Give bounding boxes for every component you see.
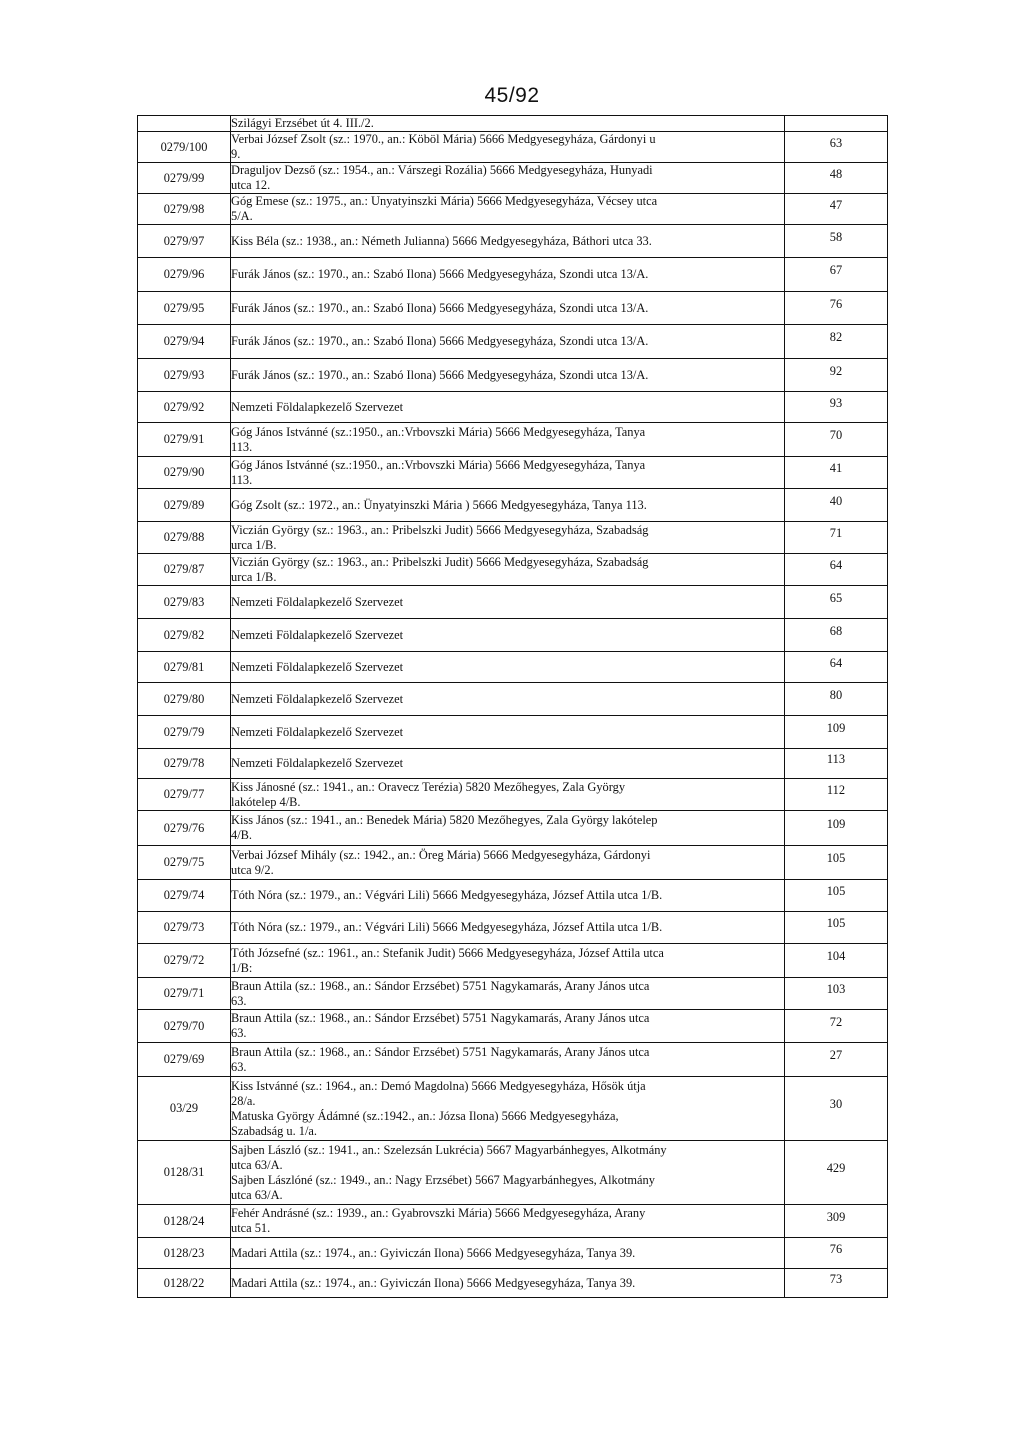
area-cell: 92	[785, 355, 888, 388]
area-cell: 112	[785, 775, 888, 807]
table-row	[138, 1077, 888, 1141]
owner-cell	[231, 292, 785, 325]
parcel-number-cell: 0279/80	[138, 683, 231, 716]
table-row	[138, 225, 888, 258]
owner-cell	[231, 392, 785, 423]
owner-cell	[231, 944, 785, 978]
area-cell: 82	[785, 321, 888, 355]
area-cell: 76	[785, 1234, 888, 1265]
owner-cell	[231, 116, 785, 132]
parcel-number-cell: 0279/75	[138, 846, 231, 880]
owner-line: Draguljov Dezső (sz.: 1954., an.: Várszegi Rozália) 5666 Medgyesegyháza, Hunyadi	[231, 163, 653, 177]
owner-line: Braun Attila (sz.: 1968., an.: Sándor Erzsébet) 5751 Nagykamarás, Arany János utca	[231, 1044, 650, 1059]
owner-line: Szabadság u. 1/a.	[231, 1123, 318, 1138]
area-cell: 105	[785, 908, 888, 940]
owner-line: 28/a.	[231, 1093, 256, 1108]
owner-line: 9.	[231, 147, 241, 161]
area-cell: 72	[785, 1006, 888, 1039]
owner-cell	[231, 716, 785, 749]
parcel-number-cell: 0128/24	[138, 1205, 231, 1238]
parcel-number-cell: 0279/87	[138, 554, 231, 586]
owner-line: Tóth Nóra (sz.: 1979., an.: Végvári Lili) 5666 Medgyesegyháza, József Attila utca 1/B.	[231, 920, 663, 934]
table-row	[138, 1010, 888, 1043]
table-row	[138, 457, 888, 489]
area-cell: 105	[785, 842, 888, 876]
owner-line: Tóth Nóra (sz.: 1979., an.: Végvári Lili) 5666 Medgyesegyháza, József Attila utca 1/B.	[231, 888, 663, 902]
parcel-number-cell: 0279/88	[138, 522, 231, 554]
owner-line: Madari Attila (sz.: 1974., an.: Gyiviczán Ilona) 5666 Medgyesegyháza, Tanya 39.	[231, 1245, 636, 1260]
owner-line: utca 9/2.	[231, 862, 274, 877]
owner-line: 63.	[231, 1026, 247, 1040]
owner-cell	[231, 880, 785, 912]
area-cell: 93	[785, 388, 888, 419]
table-row	[138, 1043, 888, 1077]
owner-cell	[231, 457, 785, 489]
parcel-number-cell: 0279/71	[138, 978, 231, 1010]
owner-line: 4/B.	[231, 828, 252, 842]
parcel-number-cell: 0279/70	[138, 1010, 231, 1043]
parcel-number-cell: 0279/98	[138, 194, 231, 225]
owner-line: Furák János (sz.: 1970., an.: Szabó Ilona) 5666 Medgyesegyháza, Szondi utca 13/A.	[231, 300, 649, 315]
owner-line: 1/B:	[231, 960, 253, 975]
table-row	[138, 359, 888, 392]
owner-cell	[231, 1077, 785, 1141]
table-row	[138, 554, 888, 586]
owner-cell	[231, 258, 785, 292]
area-cell: 80	[785, 679, 888, 712]
page-number: 45/92	[484, 84, 540, 107]
parcel-number-cell: 0279/69	[138, 1043, 231, 1077]
owner-cell	[231, 225, 785, 258]
owner-line: Furák János (sz.: 1970., an.: Szabó Ilona) 5666 Medgyesegyháza, Szondi utca 13/A.	[231, 334, 649, 348]
area-cell: 71	[785, 518, 888, 550]
owner-line: Kiss Béla (sz.: 1938., an.: Németh Julianna) 5666 Medgyesegyháza, Báthori utca 33.	[231, 233, 652, 248]
owner-line: Kiss Jánosné (sz.: 1941., an.: Oravecz Terézia) 5820 Mezőhegyes, Zala György	[231, 779, 626, 794]
owner-line: Sajben Lászlóné (sz.: 1949., an.: Nagy Erzsébet) 5667 Magyarbánhegyes, Alkotmány	[231, 1172, 655, 1187]
parcel-number-cell: 0279/99	[138, 163, 231, 194]
table-row	[138, 779, 888, 811]
area-cell: 76	[785, 288, 888, 321]
area-cell: 309	[785, 1201, 888, 1234]
table-row	[138, 292, 888, 325]
owner-cell	[231, 811, 785, 846]
owner-line: Furák János (sz.: 1970., an.: Szabó Ilona) 5666 Medgyesegyháza, Szondi utca 13/A.	[231, 267, 649, 281]
table-row	[138, 619, 888, 652]
parcel-number-cell: 0279/89	[138, 489, 231, 522]
owner-line: 113.	[231, 439, 253, 454]
owner-line: utca 63/A.	[231, 1157, 283, 1172]
owner-line: 113.	[231, 472, 253, 487]
area-cell: 58	[785, 221, 888, 254]
owner-line: 63.	[231, 1059, 247, 1074]
area-cell: 109	[785, 807, 888, 842]
area-cell: 70	[785, 419, 888, 453]
area-cell: 104	[785, 940, 888, 974]
parcel-number-cell: 0279/73	[138, 912, 231, 944]
parcel-number-cell: 0128/22	[138, 1269, 231, 1298]
owner-line: Góg János Istvánné (sz.:1950., an.:Vrbovszki Mária) 5666 Medgyesegyháza, Tanya	[231, 424, 646, 439]
area-cell: 40	[785, 485, 888, 518]
owner-line: Verbai József Mihály (sz.: 1942., an.: Öreg Mária) 5666 Medgyesegyháza, Gárdonyi	[231, 847, 651, 862]
table-row	[138, 652, 888, 683]
parcel-number-cell: 0279/78	[138, 749, 231, 779]
table-row	[138, 1205, 888, 1238]
area-cell: 63	[785, 128, 888, 159]
owner-line: Nemzeti Földalapkezelő Szervezet	[231, 627, 404, 642]
parcel-number-cell: 0279/94	[138, 325, 231, 359]
owner-cell	[231, 912, 785, 944]
parcel-number-cell: 0279/76	[138, 811, 231, 846]
table-row	[138, 325, 888, 359]
owner-cell	[231, 132, 785, 163]
owner-line: urca 1/B.	[231, 569, 277, 584]
owner-line: Furák János (sz.: 1970., an.: Szabó Ilona) 5666 Medgyesegyháza, Szondi utca 13/A.	[231, 367, 649, 382]
area-cell: 429	[785, 1137, 888, 1201]
area-cell: 64	[785, 648, 888, 679]
owner-line: Szilágyi Erzsébet út 4. III./2.	[231, 116, 374, 130]
area-cell: 103	[785, 974, 888, 1006]
table-row	[138, 132, 888, 163]
table-row	[138, 522, 888, 554]
table-row	[138, 1238, 888, 1269]
owner-line: Kiss Istvánné (sz.: 1964., an.: Demó Magdolna) 5666 Medgyesegyháza, Hősök útja	[231, 1078, 646, 1093]
owner-line: Góg Emese (sz.: 1975., an.: Unyatyinszki Mária) 5666 Medgyesegyháza, Vécsey utca	[231, 194, 658, 208]
table-row	[138, 423, 888, 457]
area-cell: 64	[785, 550, 888, 582]
parcel-number-cell	[138, 116, 231, 132]
parcel-number-cell: 0279/90	[138, 457, 231, 489]
owner-line: Nemzeti Földalapkezelő Szervezet	[231, 691, 404, 706]
owner-line: Nemzeti Földalapkezelő Szervezet	[231, 399, 404, 414]
area-cell: 30	[785, 1073, 888, 1137]
parcel-number-cell: 03/29	[138, 1077, 231, 1141]
owner-cell	[231, 1269, 785, 1298]
land-register-table	[137, 115, 888, 1298]
table-row	[138, 811, 888, 846]
parcel-number-cell: 0279/97	[138, 225, 231, 258]
table-row	[138, 586, 888, 619]
owner-line: Braun Attila (sz.: 1968., an.: Sándor Erzsébet) 5751 Nagykamarás, Arany János utca	[231, 1011, 650, 1025]
owner-cell	[231, 423, 785, 457]
owner-line: Verbai József Zsolt (sz.: 1970., an.: Köböl Mária) 5666 Medgyesegyháza, Gárdonyi u	[231, 132, 656, 146]
area-cell: 67	[785, 254, 888, 288]
owner-line: urca 1/B.	[231, 537, 277, 552]
area-cell: 68	[785, 615, 888, 648]
owner-cell	[231, 749, 785, 779]
parcel-number-cell: 0279/79	[138, 716, 231, 749]
owner-cell	[231, 683, 785, 716]
area-cell: 113	[785, 745, 888, 775]
area-cell	[785, 112, 888, 128]
owner-line: Tóth Józsefné (sz.: 1961., an.: Stefanik Judit) 5666 Medgyesegyháza, József Attila utca	[231, 945, 664, 960]
parcel-number-cell: 0279/74	[138, 880, 231, 912]
parcel-number-cell: 0128/31	[138, 1141, 231, 1205]
table-row	[138, 1141, 888, 1205]
parcel-number-cell: 0279/96	[138, 258, 231, 292]
parcel-number-cell: 0128/23	[138, 1238, 231, 1269]
owner-line: lakótelep 4/B.	[231, 794, 301, 809]
table-row	[138, 978, 888, 1010]
owner-cell	[231, 978, 785, 1010]
owner-cell	[231, 779, 785, 811]
owner-line: Nemzeti Földalapkezelő Szervezet	[231, 594, 404, 609]
parcel-number-cell: 0279/92	[138, 392, 231, 423]
owner-cell	[231, 325, 785, 359]
area-cell: 109	[785, 712, 888, 745]
owner-line: Nemzeti Földalapkezelő Szervezet	[231, 659, 404, 674]
area-cell: 65	[785, 582, 888, 615]
table-row	[138, 116, 888, 132]
owner-cell	[231, 586, 785, 619]
parcel-number-cell: 0279/77	[138, 779, 231, 811]
owner-cell	[231, 1205, 785, 1238]
table-row	[138, 880, 888, 912]
owner-cell	[231, 522, 785, 554]
table-row	[138, 163, 888, 194]
parcel-number-cell: 0279/81	[138, 652, 231, 683]
owner-line: Nemzeti Földalapkezelő Szervezet	[231, 724, 404, 739]
table-row	[138, 392, 888, 423]
owner-line: utca 51.	[231, 1221, 271, 1235]
parcel-number-cell: 0279/93	[138, 359, 231, 392]
table-row	[138, 489, 888, 522]
table-row	[138, 258, 888, 292]
owner-cell	[231, 652, 785, 683]
owner-line: Sajben László (sz.: 1941., an.: Szelezsán Lukrécia) 5667 Magyarbánhegyes, Alkotmány	[231, 1142, 667, 1157]
table-row	[138, 1269, 888, 1298]
owner-line: Kiss János (sz.: 1941., an.: Benedek Mária) 5820 Mezőhegyes, Zala György lakótelep	[231, 813, 658, 827]
parcel-number-cell: 0279/82	[138, 619, 231, 652]
owner-line: Fehér Andrásné (sz.: 1939., an.: Gyabrovszki Mária) 5666 Medgyesegyháza, Arany	[231, 1206, 646, 1220]
parcel-number-cell: 0279/72	[138, 944, 231, 978]
table-row	[138, 944, 888, 978]
owner-line: 5/A.	[231, 209, 253, 223]
table-row	[138, 912, 888, 944]
owner-line: Góg János Istvánné (sz.:1950., an.:Vrbovszki Mária) 5666 Medgyesegyháza, Tanya	[231, 457, 646, 472]
owner-cell	[231, 163, 785, 194]
owner-line: Nemzeti Földalapkezelő Szervezet	[231, 756, 404, 770]
owner-cell	[231, 1043, 785, 1077]
area-cell: 41	[785, 453, 888, 485]
owner-cell	[231, 619, 785, 652]
area-cell: 105	[785, 876, 888, 908]
owner-cell	[231, 554, 785, 586]
owner-line: 63.	[231, 993, 247, 1008]
table-row	[138, 683, 888, 716]
parcel-number-cell: 0279/95	[138, 292, 231, 325]
table-row	[138, 194, 888, 225]
owner-cell	[231, 489, 785, 522]
area-cell: 47	[785, 190, 888, 221]
parcel-number-cell: 0279/83	[138, 586, 231, 619]
owner-line: utca 12.	[231, 178, 271, 192]
owner-line: Madari Attila (sz.: 1974., an.: Gyiviczán Ilona) 5666 Medgyesegyháza, Tanya 39.	[231, 1275, 636, 1290]
table-row	[138, 716, 888, 749]
owner-line: Braun Attila (sz.: 1968., an.: Sándor Erzsébet) 5751 Nagykamarás, Arany János utca	[231, 978, 650, 993]
area-cell: 73	[785, 1265, 888, 1294]
area-cell: 27	[785, 1039, 888, 1073]
owner-line: Viczián György (sz.: 1963., an.: Pribelszki Judit) 5666 Medgyesegyháza, Szabadság	[231, 554, 649, 569]
area-cell: 48	[785, 159, 888, 190]
owner-line: Matuska György Ádámné (sz.:1942., an.: Józsa Ilona) 5666 Medgyesegyháza,	[231, 1108, 619, 1123]
table-body	[138, 116, 888, 1298]
owner-cell	[231, 1141, 785, 1205]
owner-cell	[231, 1010, 785, 1043]
table-row	[138, 749, 888, 779]
table-row	[138, 846, 888, 880]
owner-cell	[231, 846, 785, 880]
owner-cell	[231, 359, 785, 392]
parcel-number-cell: 0279/100	[138, 132, 231, 163]
owner-cell	[231, 1238, 785, 1269]
owner-line: Góg Zsolt (sz.: 1972., an.: Ünyatyinszki Mária ) 5666 Medgyesegyháza, Tanya 113.	[231, 497, 647, 512]
parcel-number-cell: 0279/91	[138, 423, 231, 457]
owner-line: Viczián György (sz.: 1963., an.: Pribelszki Judit) 5666 Medgyesegyháza, Szabadság	[231, 522, 649, 537]
owner-line: utca 63/A.	[231, 1187, 283, 1202]
owner-cell	[231, 194, 785, 225]
